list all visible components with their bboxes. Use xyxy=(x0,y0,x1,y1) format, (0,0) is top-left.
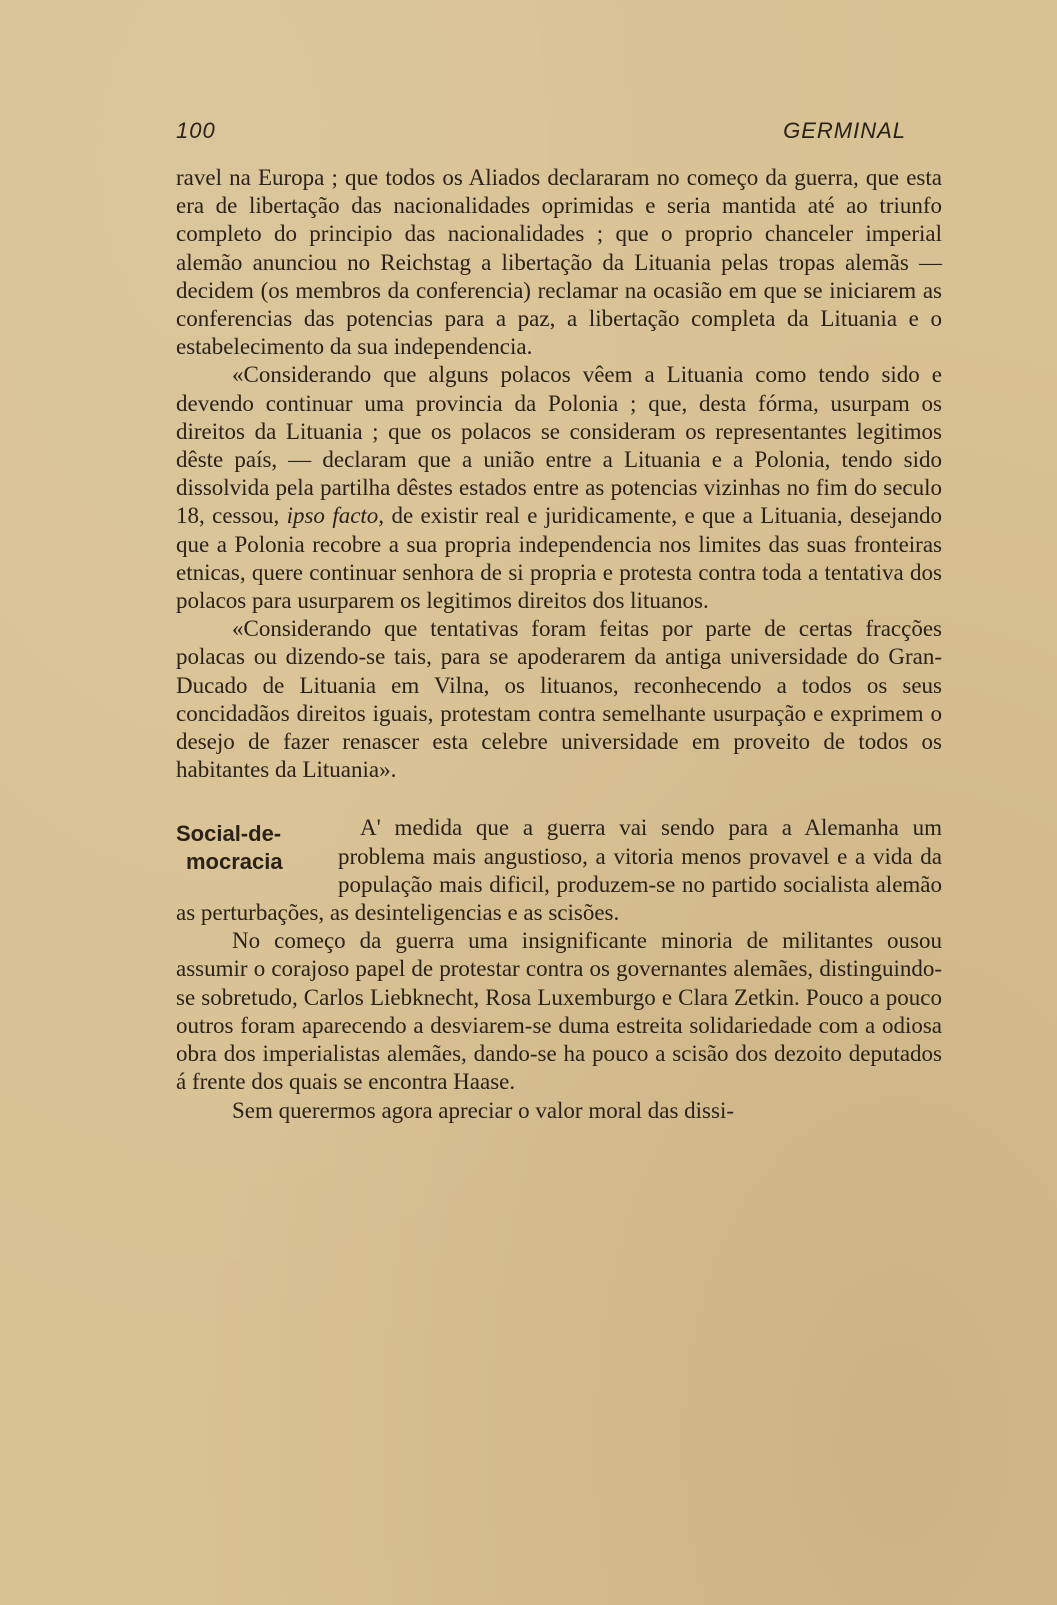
running-title: GERMINAL xyxy=(783,118,906,143)
paragraph: A' medida que a guerra vai sendo para a Alemanha um problema mais angustioso, a vitoria menos provavel e a vida da população mais dificil, produzem-se no partido socialista alemão as perturbações, as desinteligencias e as scisões. xyxy=(176,815,942,926)
paragraph: Sem querermos agora apreciar o valor moral das dissi- xyxy=(232,1097,734,1123)
section-social-democracia xyxy=(176,814,942,1124)
italic-phrase: ipso facto, xyxy=(286,503,385,529)
text-run: de existir real e juridicamente, e que a Lituania, desejando que a Polonia recobre a sua propria independencia nos limites das suas fronteiras etnicas, quere continuar senhora de si propria e protesta contra toda a tentativa dos polacos para usurparem os legitimos direitos dos lituanos. xyxy=(176,503,942,614)
body-text xyxy=(176,164,942,1125)
page-number: 100 xyxy=(176,118,216,143)
paragraph: ravel na Europa ; que todos os Aliados declararam no começo da guerra, que esta era de libertação das nacionalidades oprimidas e seria mantida até ao triunfo completo do principio das nacionalidades ; que o proprio chanceler imperial alemão anunciou no Reichstag a libertação da Lituania pelas tropas alemãs — decidem (os membros da conferencia) reclamar na ocasião em que se iniciarem as conferencias das potencias para a paz, a libertação completa da Lituania e o estabelecimento da sua independencia. xyxy=(176,165,942,360)
book-page xyxy=(176,118,942,1125)
paragraph: «Considerando que tentativas foram feitas por parte de certas fracções polacas ou dizendo-se tais, para se apoderarem da antiga universidade do Gran-Ducado de Lituania em Vilna, os lituanos, reconhecendo a todos os seus concidadãos direitos iguais, protestam contra semelhante usurpação e exprimem o desejo de fazer renascer esta celebre universidade em proveito de todos os habitantes da Lituania». xyxy=(176,616,942,783)
side-heading xyxy=(176,820,326,876)
text-run: «Considerando que alguns polacos vêem a Lituania como tendo sido e devendo continuar uma provincia da Polonia ; que, desta fórma, usurpam os direitos da Lituania ; que os polacos se consideram os representantes legitimos dêste país, — declaram que a união entre a Lituania e a Polonia, tendo sido dissolvida pela partilha dêstes estados entre as potencias vizinhas no fim do seculo 18, cessou, xyxy=(176,362,942,529)
paragraph: No começo da guerra uma insignificante minoria de militantes ousou assumir o corajoso papel de protestar contra os governantes alemães, distinguindo-se sobretudo, Carlos Liebknecht, Rosa Luxemburgo e Clara Zetkin. Pouco a pouco outros foram aparecendo a desviarem-se duma estreita solidariedade com a odiosa obra dos imperialistas alemães, dando-se ha pouco a scisão dos dezoito deputados á frente dos quais se encontra Haase. xyxy=(176,928,942,1095)
side-heading-line: Social-de- xyxy=(176,821,282,847)
side-heading-line: mocracia xyxy=(186,849,283,875)
running-header xyxy=(176,118,942,144)
paragraph xyxy=(176,361,942,615)
